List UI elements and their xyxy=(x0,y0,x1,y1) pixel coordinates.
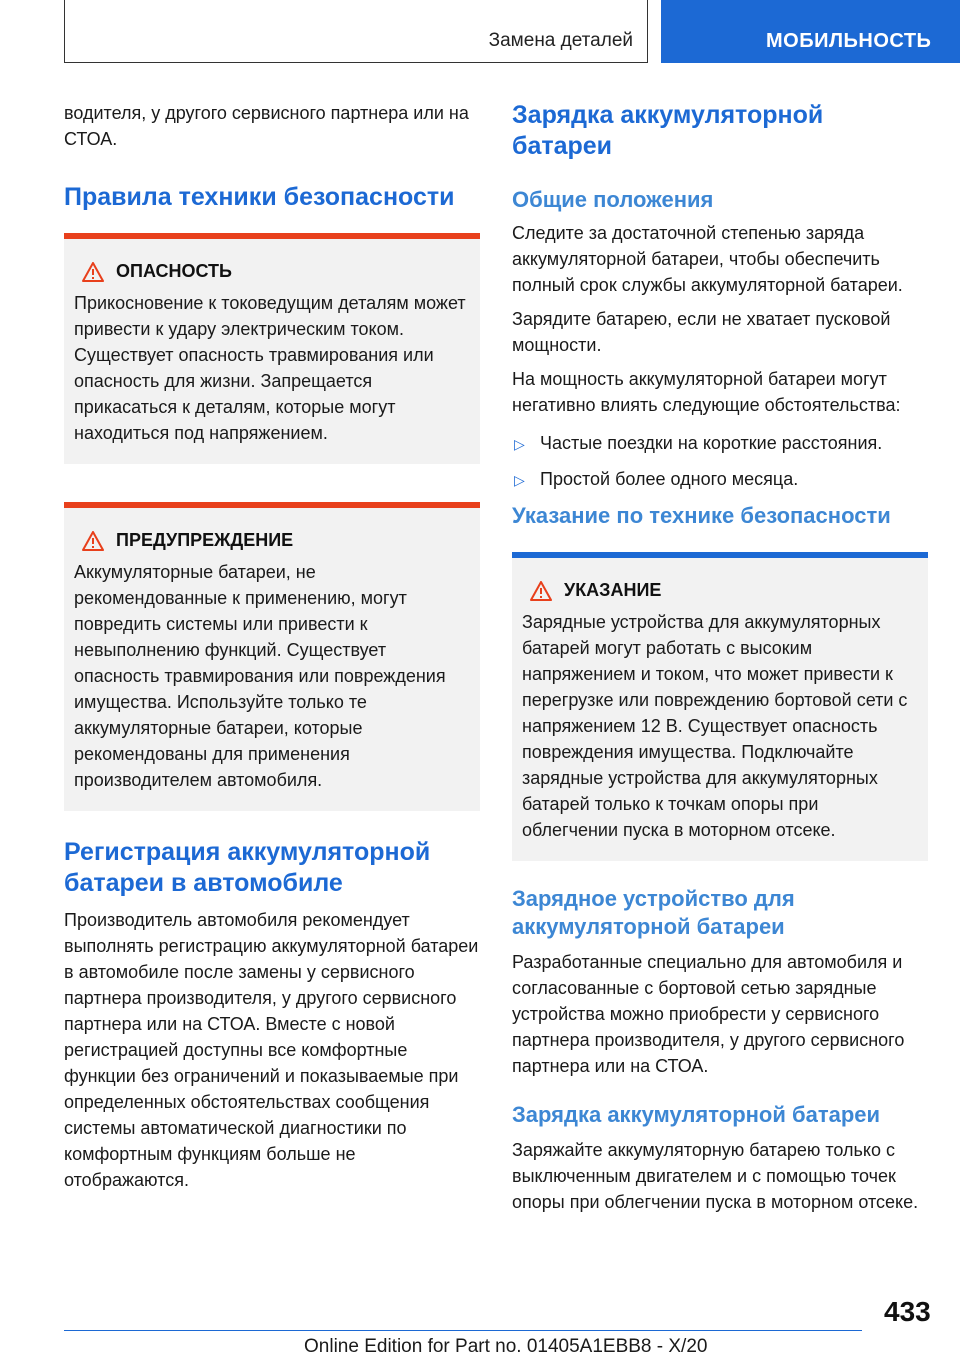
list-item: ▷ Простой более одного месяца. xyxy=(512,466,928,492)
danger-text: Прикосновение к токоведущим деталям может привести к удару электрическим током. Существует опасность травмирования или опасность для жизни. Запрещается прикасаться к деталям, которые могут находиться под напряжением. xyxy=(74,293,466,443)
warning-title: ПРЕДУПРЕЖДЕНИЕ xyxy=(116,530,294,550)
page-number: 433 xyxy=(884,1296,931,1327)
general-paragraph-3: На мощность аккумуляторной батареи могут негативно влиять следующие обстоятельства: xyxy=(512,369,901,415)
warning-text: Аккумуляторные батареи, не рекомендованные к применению, могут повредить системы или привести к невыполнению функций. Существует опасность травмирования или повреждения имущества. Используйте только те аккумуляторные батареи, которые рекомендованы для применения производителем автомобиля. xyxy=(74,562,446,790)
danger-box xyxy=(64,233,480,464)
general-paragraph-2: Зарядите батарею, если не хватает пусковой мощности. xyxy=(512,309,891,355)
right-column xyxy=(512,100,928,1215)
footer-divider xyxy=(64,1330,862,1331)
warning-box xyxy=(64,502,480,811)
warning-triangle-icon xyxy=(530,581,552,601)
header-section-tab xyxy=(64,0,648,63)
intro-text: водителя, у другого сервисного партнера или на СТОА. xyxy=(64,103,469,149)
general-heading: Общие положения xyxy=(512,187,714,212)
charger-heading: Зарядное устройство для аккумуляторной батареи xyxy=(512,886,795,939)
charge-heading: Зарядка аккумуляторной батареи xyxy=(512,1102,881,1127)
header-chapter-tab xyxy=(661,0,960,63)
left-column xyxy=(64,100,480,1193)
general-paragraph-1: Следите за достаточной степенью заряда аккумуляторной батареи, чтобы обеспечить полный срок службы аккумуляторной батареи. xyxy=(512,223,903,295)
warning-triangle-icon xyxy=(82,262,104,282)
danger-title: ОПАСНОСТЬ xyxy=(116,261,232,281)
safety-note-heading: Указание по технике безопасности xyxy=(512,503,891,528)
header-section-label: Замена деталей xyxy=(488,30,633,51)
registration-heading: Регистрация аккумуляторной батареи в автомобиле xyxy=(64,838,431,897)
charging-heading: Зарядка аккумуляторной батареи xyxy=(512,101,824,160)
note-text: Зарядные устройства для аккумуляторных батарей могут работать с высоким напряжением и током, что может привести к перегрузке или повреждению бортовой сети с напряжением 12 В. Существует опасность повреждения имущества. Подключайте зарядные устройства для аккумуляторных батарей только к точкам опоры при облегчении пуска в моторном отсеке. xyxy=(522,612,908,840)
safety-heading: Правила техники безопасности xyxy=(64,183,455,211)
note-title: УКАЗАНИЕ xyxy=(564,580,662,600)
charger-text: Разработанные специально для автомобиля и согласованные с бортовой сетью зарядные устройства можно приобрести у сервисного партнера производителя, у другого сервисного партнера или на СТОА. xyxy=(512,952,905,1076)
list-item: ▷ Частые поездки на короткие расстояния. xyxy=(512,430,928,456)
charge-text: Заряжайте аккумуляторную батарею только с выключенным двигателем и с помощью точек опоры при облегчении пуска в моторном отсеке. xyxy=(512,1140,919,1212)
bullet-triangle-icon: ▷ xyxy=(514,472,525,488)
warning-triangle-icon xyxy=(82,531,104,551)
circumstances-list xyxy=(512,430,928,492)
bullet-triangle-icon: ▷ xyxy=(514,436,525,452)
registration-text: Производитель автомобиля рекомендует выполнять регистрацию аккумуляторной батареи в автомобиле после замены у сервисного партнера производителя, у другого сервисного партнера или на СТОА. Вместе с новой регистрацией доступны все комфортные функции без ограничений и показываемые при определенных обстоятельствах сообщения системы автоматической диагностики по комфортным функциям больше не отображаются. xyxy=(64,910,479,1190)
note-box xyxy=(512,552,928,861)
footer-edition: Online Edition for Part no. 01405A1EBB8 - X/20 xyxy=(304,1336,708,1357)
header-chapter-label: МОБИЛЬНОСТЬ xyxy=(766,30,932,52)
